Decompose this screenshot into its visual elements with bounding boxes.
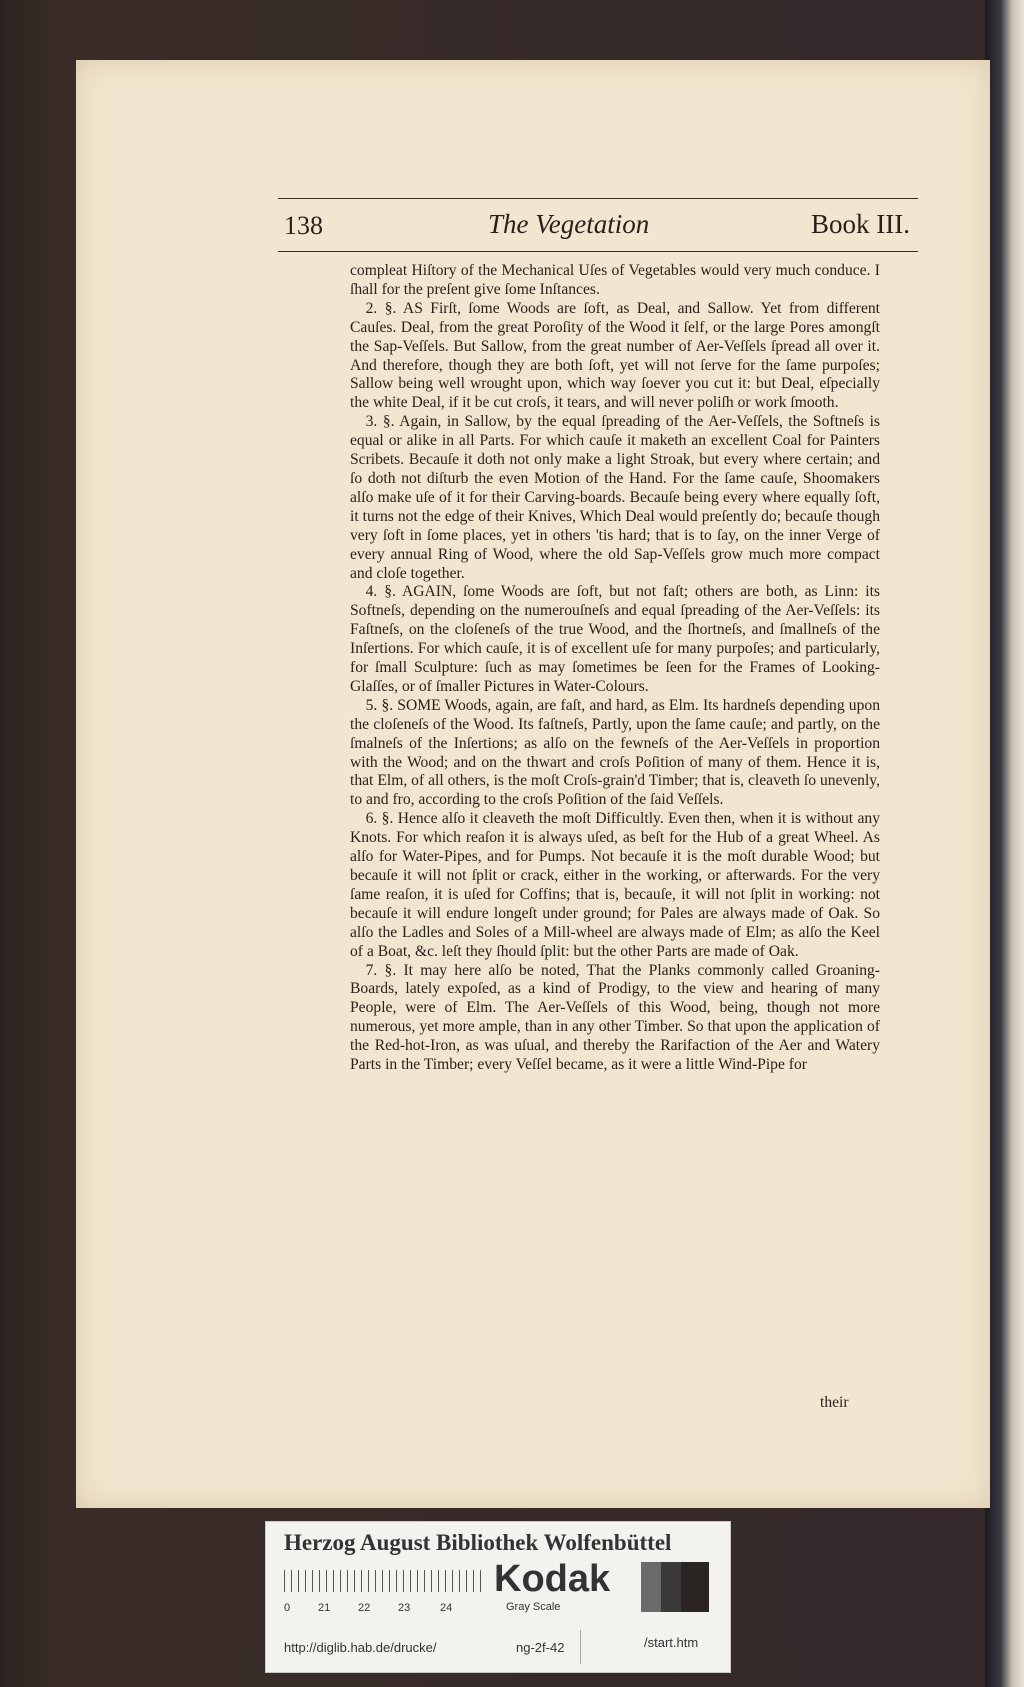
ruler-label: 24 (440, 1602, 453, 1614)
start-page: /start.htm (644, 1635, 699, 1650)
paragraph-5: 5. §. SOME Woods, again, are faſt, and hard, as Elm. Its hardneſs depending upon the cloſeneſs of the Wood. Its faſtneſs, Partly, upon the ſame cauſe; and partly, on the ſmalneſs of the Inſertions; as alſo on the fewneſs of the Aer-Veſſels in proportion with the Wood; and on the thwart and croſs Poſition of many of them. Hence it is, that Elm, of all others, is the moſt Croſs-grain'd Timber; that is, cleaveth ſo unevenly, to and fro, according to the croſs Poſition of the ſaid Veſſels. (350, 696, 880, 809)
paragraph-1: compleat Hiſtory of the Mechanical Uſes of Vegetables would very much conduce. I ſhall for the preſent give ſome Inſtances. (350, 262, 880, 298)
paragraph-4: 4. §. AGAIN, ſome Woods are ſoft, but not faſt; others are both, as Linn: its Softneſs, depending on the numerouſneſs and equal ſpreading of the Aer-Veſſels: its Faſtneſs, on the cloſeneſs of the true Wood, and the ſhortneſs, and ſmallneſs of the Inſertions. For which cauſe, it is of excellent uſe for many purpoſes; and particularly, for ſmall Sculpture: ſuch as may ſometimes be ſeen for the Frames of Looking-Glaſſes, or of ſmaller Pictures in Water-Colours. (350, 583, 880, 695)
paragraph-7: 7. §. It may here alſo be noted, That the Planks commonly called Groaning-Boards, lately expoſed, as a kind of Prodigy, to the view and hearing of many People, were of Elm. The Aer-Veſſels of this Wood, being, though not more numerous, yet more ample, than in any other Timber. So that upon the application of the Red-hot-Iron, as was uſual, and thereby the Rarifaction of the Aer and Watery Parts in the Timber; every Veſſel became, as it were a little Wind-Pipe for (350, 961, 880, 1074)
ruler-label: 22 (358, 1602, 371, 1614)
body-text (350, 262, 880, 1075)
shelfmark: ng-2f-42 (516, 1640, 565, 1655)
running-title: The Vegetation (488, 209, 650, 239)
paragraph-3: 3. §. Again, in Sallow, by the equal ſpreading of the Aer-Veſſels, the Softneſs is equal or alike in all Parts. For which cauſe it maketh an excellent Coal for Painters Scribets. Becauſe it doth not only make a light Stroak, but every where certain; and ſo doth not diſturb the even Motion of the Hand. For the ſame cauſe, Shoomakers alſo make uſe of it for their Carving-boards. Becauſe being every where equally ſoft, it turns not the edge of their Knives, Which Deal would preſently do; becauſe though very ſoft in ſome places, yet in others 'tis hard; that is to ſay, on the inner Verge of every annual Ring of Wood, where the old Sap-Veſſels grow much more compact and cloſe together. (350, 413, 880, 582)
gray-swatch (641, 1562, 661, 1612)
ruler-label: 0 (284, 1602, 291, 1614)
kodak-logo: Kodak (494, 1558, 611, 1600)
library-name: Herzog August Bibliothek Wolfenbüttel (284, 1530, 672, 1555)
gray-scale-label: Gray Scale (506, 1601, 561, 1613)
card-divider (580, 1630, 581, 1664)
catchword: their (820, 1394, 849, 1411)
library-color-card (265, 1521, 731, 1673)
page-header (278, 198, 918, 252)
folio-number: 138 (284, 211, 323, 240)
ruler-label: 21 (318, 1602, 331, 1614)
paragraph-2: 2. §. AS Firſt, ſome Woods are ſoft, as Deal, and Sallow. Yet from different Cauſes. Deal, from the great Poroſity of the Wood it ſelf, or the large Pores amongſt the Sap-Veſſels. But Sallow, from the great number of Aer-Veſſels ſpread all over it. And therefore, though they are both ſoft, yet will not ſerve for the ſame purpoſes; Sallow being well wrought upon, which way ſoever you cut it: but Deal, eſpecially the white Deal, if it be cut croſs, it tears, and will never poliſh or work ſmooth. (350, 299, 880, 412)
gray-swatch (661, 1562, 681, 1612)
ruler-label: 23 (398, 1602, 411, 1614)
scale-ruler (284, 1570, 484, 1592)
gray-swatch (681, 1562, 709, 1612)
book-number: Book III. (811, 209, 910, 239)
library-url: http://diglib.hab.de/drucke/ (284, 1640, 437, 1655)
paragraph-6: 6. §. Hence alſo it cleaveth the moſt Difficultly. Even then, when it is without any Knots. For which reaſon it is always uſed, as beſt for the Hub of a great Wheel. As alſo for Water-Pipes, and for Pumps. Not becauſe it is the moſt durable Wood; but becauſe it will not ſplit or crack, either in the working, or afterwards. For the very ſame reaſon, it is uſed for Coffins; that is, becauſe, it will not ſplit in working: not becauſe it will endure longeſt under ground; for Pales are always made of Oak. So alſo the Ladles and Soles of a Mill-wheel are always made of Elm; as alſo the Keel of a Boat, &c. leſt they ſhould ſplit: but the other Parts are made of Oak. (350, 810, 880, 960)
book-binding-edge (985, 0, 1024, 1687)
